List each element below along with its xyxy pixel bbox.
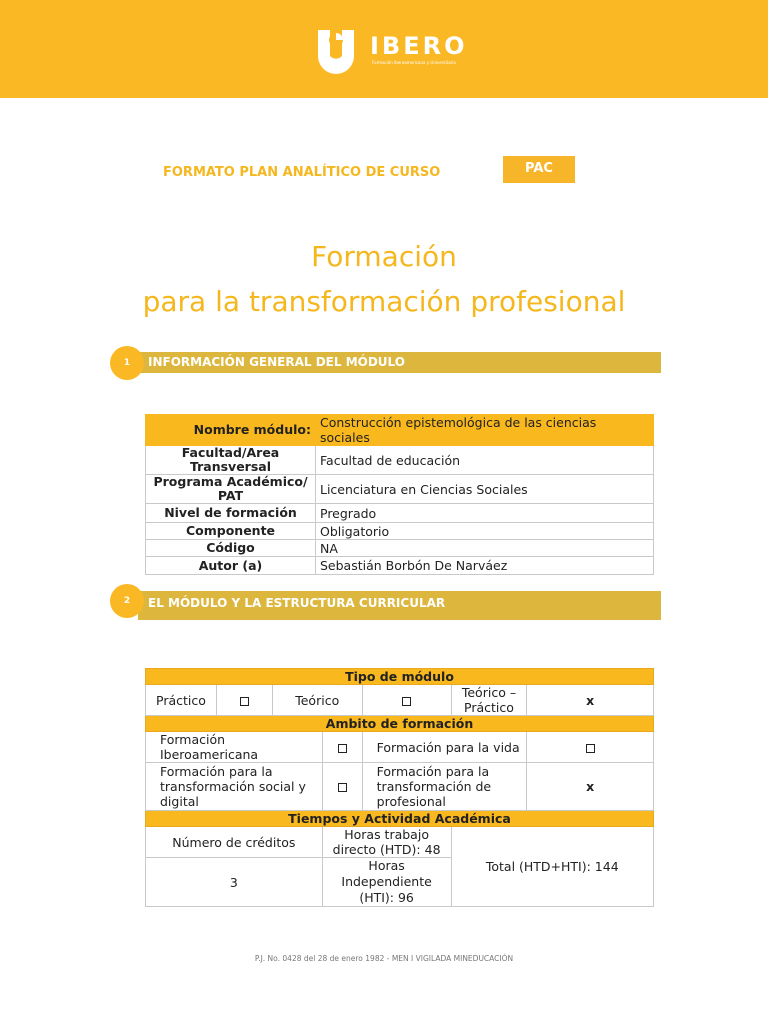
table-row	[146, 685, 654, 716]
table-row	[146, 540, 654, 557]
document-title: FORMATO PLAN ANALÍTICO DE CURSO	[163, 165, 441, 180]
section-1-title: INFORMACIÓN GENERAL DEL MÓDULO	[148, 355, 405, 369]
row-value: Obligatorio	[316, 523, 654, 540]
row-value: Licenciatura en Ciencias Sociales	[316, 475, 654, 504]
teorico-practico-label: Teórico – Práctico	[451, 685, 527, 716]
brand-name: IBERO	[370, 32, 468, 60]
section-1-bar	[138, 352, 661, 373]
teorico-practico-mark[interactable]: x	[527, 685, 654, 716]
row-label: Código	[146, 540, 316, 557]
row-value: Construcción epistemológica de las ciencias sociales	[316, 415, 654, 446]
row-label: Nivel de formación	[146, 504, 316, 523]
section-2-number: 2	[110, 584, 144, 618]
htd-label: Horas trabajo directo (HTD): 48	[322, 827, 451, 858]
tiempos-header: Tiempos y Actividad Académica	[146, 811, 654, 827]
row-value: NA	[316, 540, 654, 557]
section-2-title: EL MÓDULO Y LA ESTRUCTURA CURRICULAR	[148, 596, 446, 610]
table-row	[146, 716, 654, 732]
row-label: Facultad/Area Transversal	[146, 446, 316, 475]
ambito-vida-checkbox[interactable]	[527, 732, 654, 763]
ambito-social-label: Formación para la transformación social y digital	[146, 763, 323, 811]
creditos-value: 3	[146, 858, 323, 907]
header-band	[0, 0, 768, 98]
ambito-ibero-checkbox[interactable]	[322, 732, 362, 763]
hero-line-2: para la transformación profesional	[142, 285, 626, 318]
ibero-shield-icon	[316, 26, 356, 74]
table-row	[146, 523, 654, 540]
ambito-profesional-mark[interactable]: x	[527, 763, 654, 811]
module-info-table	[145, 414, 654, 575]
table-row	[146, 763, 654, 811]
checkbox-icon	[338, 744, 347, 753]
row-label: Programa Académico/ PAT	[146, 475, 316, 504]
teorico-label: Teórico	[272, 685, 362, 716]
ambito-ibero-label: Formación Iberoamericana	[146, 732, 323, 763]
row-label: Autor (a)	[146, 557, 316, 575]
table-row	[146, 415, 654, 446]
practico-checkbox[interactable]	[216, 685, 272, 716]
curricular-structure-table	[145, 668, 654, 907]
hti-label: Horas Independiente (HTI): 96	[322, 858, 451, 907]
ambito-vida-label: Formación para la vida	[362, 732, 527, 763]
table-row	[146, 827, 654, 858]
table-row	[146, 732, 654, 763]
table-row	[146, 669, 654, 685]
checkbox-icon	[586, 744, 595, 753]
row-value: Facultad de educación	[316, 446, 654, 475]
hero-line-1: Formación	[311, 240, 457, 273]
pac-badge: PAC	[503, 156, 575, 183]
table-row	[146, 557, 654, 575]
brand-tagline: Formación Iberoamericana y Universitaria	[372, 60, 456, 65]
ibero-logo	[316, 26, 466, 76]
practico-label: Práctico	[146, 685, 217, 716]
tipo-header: Tipo de módulo	[146, 669, 654, 685]
table-row	[146, 504, 654, 523]
teorico-checkbox[interactable]	[362, 685, 451, 716]
row-label: Componente	[146, 523, 316, 540]
ambito-social-checkbox[interactable]	[322, 763, 362, 811]
creditos-label: Número de créditos	[146, 827, 323, 858]
ambito-profesional-label: Formación para la transformación de profesional	[362, 763, 527, 811]
table-row	[146, 811, 654, 827]
checkbox-icon	[240, 697, 249, 706]
ambito-header: Ambito de formación	[146, 716, 654, 732]
row-label: Nombre módulo:	[146, 415, 316, 446]
section-2-bar	[138, 591, 661, 620]
total-label: Total (HTD+HTI): 144	[451, 827, 653, 907]
table-row	[146, 446, 654, 475]
section-1-number: 1	[110, 346, 144, 380]
checkbox-icon	[402, 697, 411, 706]
table-row	[146, 475, 654, 504]
checkbox-icon	[338, 783, 347, 792]
row-value: Sebastián Borbón De Narváez	[316, 557, 654, 575]
footer-text: P.J. No. 0428 del 28 de enero 1982 - MEN I VIGILADA MINEDUCACIÓN	[254, 954, 514, 963]
row-value: Pregrado	[316, 504, 654, 523]
